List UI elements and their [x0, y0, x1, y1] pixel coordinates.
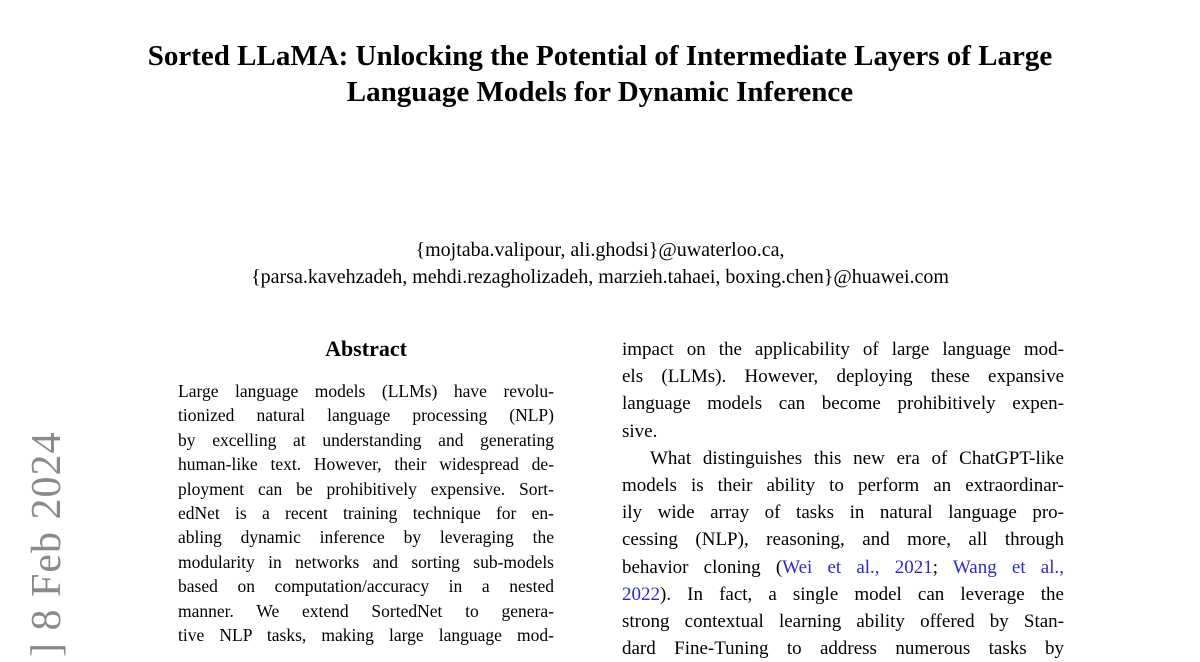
text-line [622, 418, 1064, 445]
text-span: Language Models for Dynamic Inference [346, 76, 854, 108]
text-span: modularity in networks and sorting sub-models [178, 551, 554, 572]
text-line [178, 403, 554, 427]
text-span: dard Fine-Tuning to address numerous tasks by [622, 638, 1064, 660]
text-line [622, 363, 1064, 390]
text-span: Sorted LLaMA: Unlocking the Potential of Intermediate Layers of Large [147, 40, 1053, 72]
text-line [622, 390, 1064, 417]
text-span: models is their ability to perform an extraordinar- [622, 475, 1064, 497]
text-line [178, 550, 554, 574]
abstract-body [178, 379, 554, 647]
text-span: edNet is a recent training technique for en- [178, 503, 554, 524]
arxiv-stamp: ] 8 Feb 2024 [24, 431, 70, 657]
text-line [178, 501, 554, 525]
text-line [0, 264, 1200, 291]
text-line [622, 526, 1064, 553]
text-span: human-like text. However, their widespread de- [178, 454, 554, 475]
text-span: What distinguishes this new era of ChatGPT-like [650, 447, 1064, 469]
text-span: abling dynamic inference by leveraging the [178, 527, 554, 548]
text-line [622, 472, 1064, 499]
introduction-column [622, 336, 1064, 662]
text-line [622, 554, 1064, 581]
text-span: Large language models (LLMs) have revolu- [178, 381, 554, 401]
text-span: els (LLMs). However, deploying these expansive [622, 366, 1064, 388]
text-span: tive NLP tasks, making large language mod- [178, 625, 554, 646]
text-line [178, 477, 554, 501]
text-span: ; [932, 556, 953, 578]
text-line [622, 336, 1064, 363]
text-span: based on computation/accuracy in a nested [178, 576, 554, 597]
text-line [622, 445, 1064, 472]
text-span: behavior cloning ( [622, 556, 783, 578]
text-span: sive. [622, 420, 658, 442]
text-line [178, 574, 554, 598]
text-span: tionized natural language processing (NLP) [178, 405, 554, 426]
text-line [622, 499, 1064, 526]
text-line [178, 599, 554, 623]
text-line [178, 452, 554, 476]
paper-title [50, 38, 1150, 110]
email-block [0, 237, 1200, 291]
text-span: ). In fact, a single model can leverage the [660, 583, 1064, 605]
text-span: ily wide array of tasks in natural language pro- [622, 502, 1064, 524]
text-line [622, 581, 1064, 608]
citation-link[interactable]: 2022 [622, 583, 660, 605]
citation-link[interactable]: Wang et al., [952, 556, 1064, 578]
citation-link[interactable]: Wei et al., 2021 [782, 556, 933, 578]
text-span: {mojtaba.valipour, ali.ghodsi}@uwaterloo.ca, [415, 239, 785, 261]
text-span: impact on the applicability of large language mod- [622, 339, 1064, 360]
text-line [178, 379, 554, 403]
text-line [0, 237, 1200, 264]
text-span: by excelling at understanding and generating [178, 429, 554, 450]
text-span: {parsa.kavehzadeh, mehdi.rezagholizadeh, marzieh.tahaei, boxing.chen}@huawei.com [251, 266, 949, 288]
text-span: manner. We extend SortedNet to genera- [178, 600, 554, 621]
text-line [50, 74, 1150, 110]
text-line [178, 428, 554, 452]
abstract-heading: Abstract [325, 336, 407, 361]
text-span: language models can become prohibitively expen- [622, 393, 1064, 415]
text-line [50, 38, 1150, 74]
text-line [622, 635, 1064, 662]
text-line [622, 608, 1064, 635]
text-span: cessing (NLP), reasoning, and more, all through [622, 529, 1064, 551]
text-line [178, 525, 554, 549]
text-span: ployment can be prohibitively expensive. Sort- [178, 478, 554, 499]
text-line [178, 623, 554, 647]
text-span: strong contextual learning ability offered by Stan- [622, 611, 1064, 633]
